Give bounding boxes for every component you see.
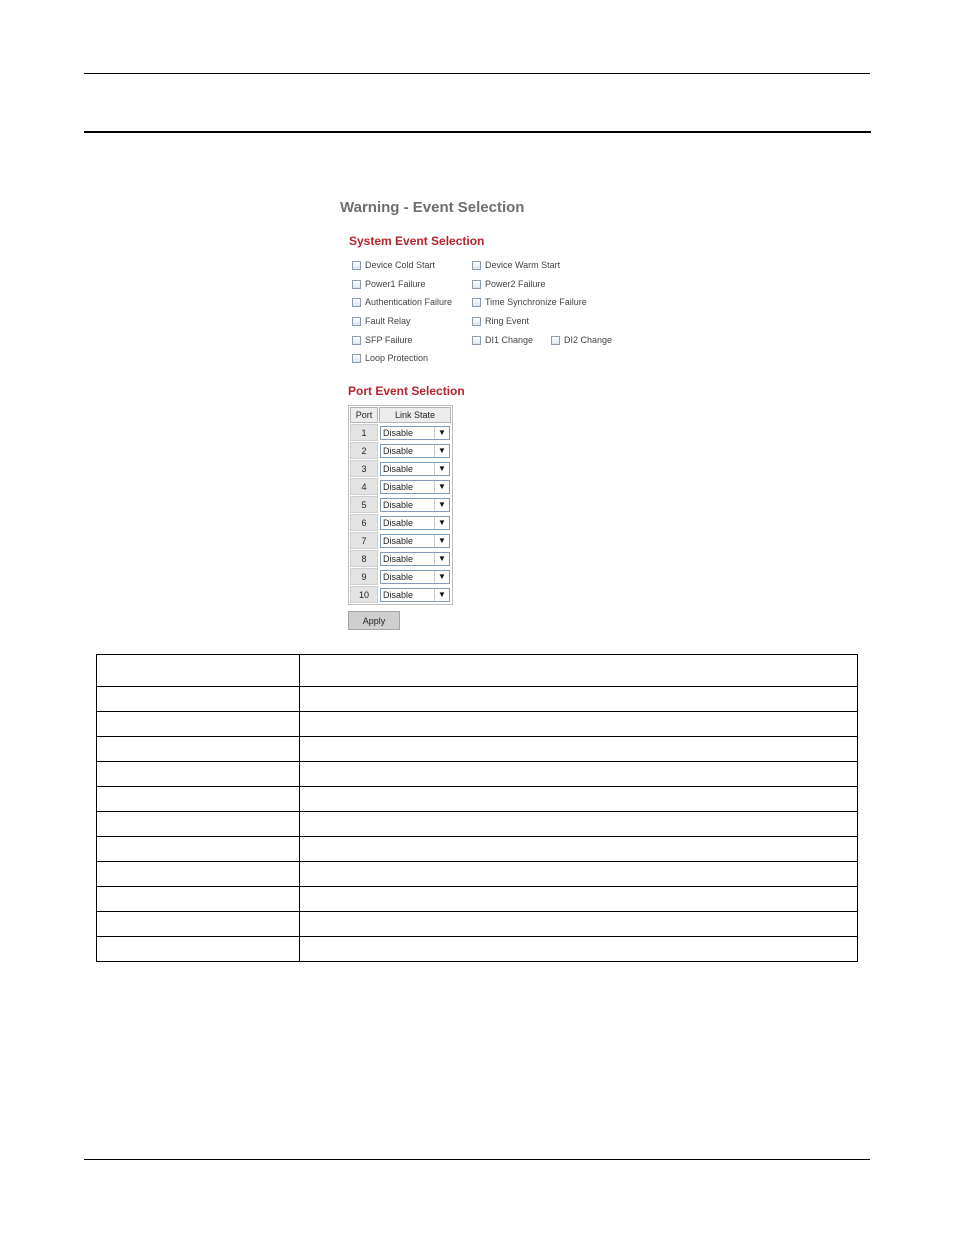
table-row bbox=[350, 532, 451, 549]
select-value: Disable bbox=[383, 481, 414, 492]
dropdown-arrow-icon[interactable]: ▼ bbox=[434, 481, 449, 493]
dropdown-arrow-icon[interactable]: ▼ bbox=[434, 499, 449, 511]
apply-button[interactable]: Apply bbox=[348, 611, 400, 630]
table-row bbox=[97, 837, 858, 862]
port-number: 2 bbox=[350, 442, 378, 459]
checkbox-authentication-failure[interactable] bbox=[352, 295, 452, 309]
select-value: Disable bbox=[383, 445, 414, 456]
table-row bbox=[97, 712, 858, 737]
checkbox-device-warm-start[interactable] bbox=[472, 258, 560, 272]
table-row bbox=[350, 496, 451, 513]
checkbox-ring-event[interactable] bbox=[472, 314, 529, 328]
link-state-select[interactable] bbox=[380, 516, 450, 530]
table-row bbox=[97, 812, 858, 837]
checkbox-label: Authentication Failure bbox=[365, 297, 453, 307]
dropdown-arrow-icon[interactable]: ▼ bbox=[434, 463, 449, 475]
select-value: Disable bbox=[383, 499, 414, 510]
checkbox-box[interactable] bbox=[472, 261, 481, 270]
link-state-select[interactable] bbox=[380, 426, 450, 440]
table-row bbox=[97, 887, 858, 912]
link-state-select[interactable] bbox=[380, 444, 450, 458]
section-rule bbox=[84, 131, 871, 133]
port-number: 5 bbox=[350, 496, 378, 513]
checkbox-box[interactable] bbox=[551, 336, 560, 345]
checkbox-di2-change[interactable] bbox=[551, 333, 612, 347]
port-number: 6 bbox=[350, 514, 378, 531]
checkbox-label: Time Synchronize Failure bbox=[485, 297, 587, 307]
select-value: Disable bbox=[383, 517, 414, 528]
port-number: 8 bbox=[350, 550, 378, 567]
checkbox-box[interactable] bbox=[352, 336, 361, 345]
table-row bbox=[350, 460, 451, 477]
checkbox-box[interactable] bbox=[352, 298, 361, 307]
checkbox-power2-failure[interactable] bbox=[472, 277, 546, 291]
checkbox-box[interactable] bbox=[472, 298, 481, 307]
checkbox-device-cold-start[interactable] bbox=[352, 258, 435, 272]
link-state-select[interactable] bbox=[380, 552, 450, 566]
table-row bbox=[97, 655, 858, 687]
table-row bbox=[350, 586, 451, 603]
link-state-select[interactable] bbox=[380, 480, 450, 494]
link-state-select[interactable] bbox=[380, 534, 450, 548]
port-event-section-title: Port Event Selection bbox=[348, 384, 465, 398]
table-row bbox=[97, 937, 858, 962]
checkbox-box[interactable] bbox=[472, 280, 481, 289]
checkbox-power1-failure[interactable] bbox=[352, 277, 426, 291]
checkbox-box[interactable] bbox=[352, 354, 361, 363]
select-value: Disable bbox=[383, 553, 414, 564]
table-row bbox=[350, 442, 451, 459]
link-state-select[interactable] bbox=[380, 498, 450, 512]
port-number: 7 bbox=[350, 532, 378, 549]
table-row bbox=[350, 478, 451, 495]
checkbox-box[interactable] bbox=[352, 317, 361, 326]
link-state-select[interactable] bbox=[380, 462, 450, 476]
description-table bbox=[96, 654, 858, 962]
select-value: Disable bbox=[383, 535, 414, 546]
checkbox-label: Fault Relay bbox=[365, 316, 411, 326]
select-value: Disable bbox=[383, 427, 414, 438]
dropdown-arrow-icon[interactable]: ▼ bbox=[434, 571, 449, 583]
dropdown-arrow-icon[interactable]: ▼ bbox=[434, 517, 449, 529]
page-title: Warning - Event Selection bbox=[340, 199, 525, 216]
checkbox-sfp-failure[interactable] bbox=[352, 333, 412, 347]
table-row bbox=[350, 514, 451, 531]
checkbox-box[interactable] bbox=[472, 336, 481, 345]
column-header-link-state: Link State bbox=[379, 407, 451, 423]
port-number: 3 bbox=[350, 460, 378, 477]
checkbox-di1-change[interactable] bbox=[472, 333, 533, 347]
table-row bbox=[97, 912, 858, 937]
select-value: Disable bbox=[383, 571, 414, 582]
port-event-table bbox=[348, 405, 453, 605]
table-row bbox=[97, 687, 858, 712]
table-row bbox=[350, 568, 451, 585]
checkbox-label: DI1 Change bbox=[485, 335, 534, 345]
checkbox-fault-relay[interactable] bbox=[352, 314, 411, 328]
table-row bbox=[350, 550, 451, 567]
checkbox-label: Ring Event bbox=[485, 316, 530, 326]
table-row bbox=[97, 787, 858, 812]
checkbox-label: Device Warm Start bbox=[485, 260, 561, 270]
footer-rule bbox=[84, 1159, 870, 1160]
dropdown-arrow-icon[interactable]: ▼ bbox=[434, 445, 449, 457]
checkbox-box[interactable] bbox=[352, 261, 361, 270]
dropdown-arrow-icon[interactable]: ▼ bbox=[434, 427, 449, 439]
select-value: Disable bbox=[383, 589, 414, 600]
port-number: 10 bbox=[350, 586, 378, 603]
select-value: Disable bbox=[383, 463, 414, 474]
checkbox-box[interactable] bbox=[472, 317, 481, 326]
dropdown-arrow-icon[interactable]: ▼ bbox=[434, 535, 449, 547]
dropdown-arrow-icon[interactable]: ▼ bbox=[434, 553, 449, 565]
port-number: 9 bbox=[350, 568, 378, 585]
table-row bbox=[97, 762, 858, 787]
table-row bbox=[350, 424, 451, 441]
link-state-select[interactable] bbox=[380, 570, 450, 584]
checkbox-label: DI2 Change bbox=[564, 335, 613, 345]
checkbox-label: Loop Protection bbox=[365, 353, 429, 363]
table-row bbox=[97, 862, 858, 887]
port-number: 4 bbox=[350, 478, 378, 495]
port-number: 1 bbox=[350, 424, 378, 441]
table-row bbox=[97, 737, 858, 762]
checkbox-label: Power1 Failure bbox=[365, 279, 426, 289]
dropdown-arrow-icon[interactable]: ▼ bbox=[434, 589, 449, 601]
checkbox-label: SFP Failure bbox=[365, 335, 413, 345]
link-state-select[interactable] bbox=[380, 588, 450, 602]
header-rule bbox=[84, 73, 870, 74]
table-header-row bbox=[350, 407, 451, 423]
checkbox-time-synchronize-failure[interactable] bbox=[472, 295, 587, 309]
checkbox-box[interactable] bbox=[352, 280, 361, 289]
checkbox-loop-protection[interactable] bbox=[352, 351, 428, 365]
system-event-section-title: System Event Selection bbox=[349, 234, 485, 248]
column-header-port: Port bbox=[350, 407, 378, 423]
checkbox-label: Power2 Failure bbox=[485, 279, 546, 289]
checkbox-label: Device Cold Start bbox=[365, 260, 436, 270]
